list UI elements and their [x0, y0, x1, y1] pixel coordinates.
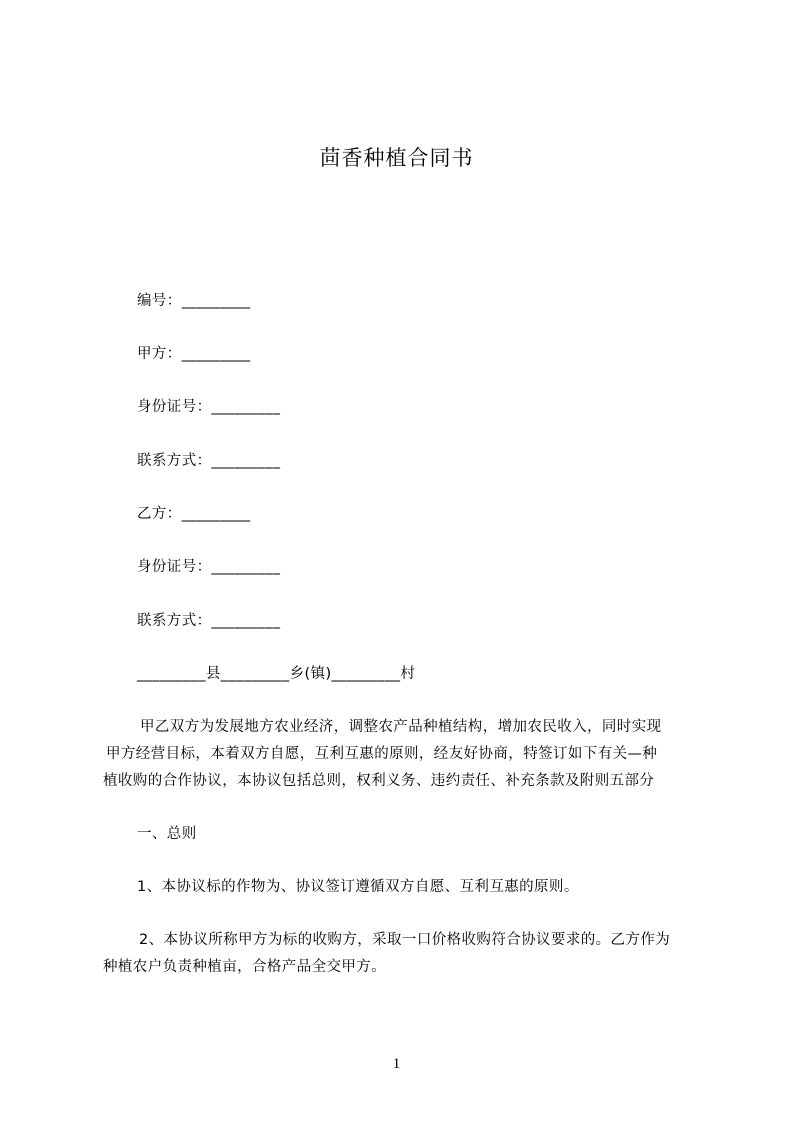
field-party-b-id: 身份证号：_________: [137, 559, 281, 575]
page-number: 1: [392, 1056, 401, 1072]
field-party-a: 甲方：_________: [137, 346, 251, 362]
field-party-a-contact: 联系方式：_________: [137, 453, 281, 469]
clause-2-line: 种植农户负责种植亩，合格产品全交甲方。: [103, 959, 387, 975]
field-party-b-contact: 联系方式：_________: [137, 613, 281, 629]
field-address: _________县_________乡(镇)_________村: [137, 666, 416, 682]
intro-line: 植收购的合作协议，本协议包括总则，权利义务、违约责任、补充条款及附则五部分: [103, 773, 655, 789]
field-contract-number: 编号：_________: [137, 293, 251, 309]
field-party-a-id: 身份证号：_________: [137, 399, 281, 415]
document-title: 茴香种植合同书: [319, 146, 474, 170]
intro-line: 甲乙双方为发展地方农业经济，调整农产品种植结构，增加农民收入，同时实现: [140, 719, 662, 735]
clause-1: 1、本协议标的作物为、协议签订遵循双方自愿、互利互惠的原则。: [137, 879, 579, 895]
section-heading-general: 一、总则: [137, 826, 197, 842]
intro-line: 甲方经营目标，本着双方自愿，互利互惠的原则，经友好协商，特签订如下有关—种: [106, 746, 658, 762]
field-party-b: 乙方：_________: [137, 506, 251, 522]
clause-2-line: 2、本协议所称甲方为标的收购方，采取一口价格收购符合协议要求的。乙方作为: [139, 932, 671, 948]
